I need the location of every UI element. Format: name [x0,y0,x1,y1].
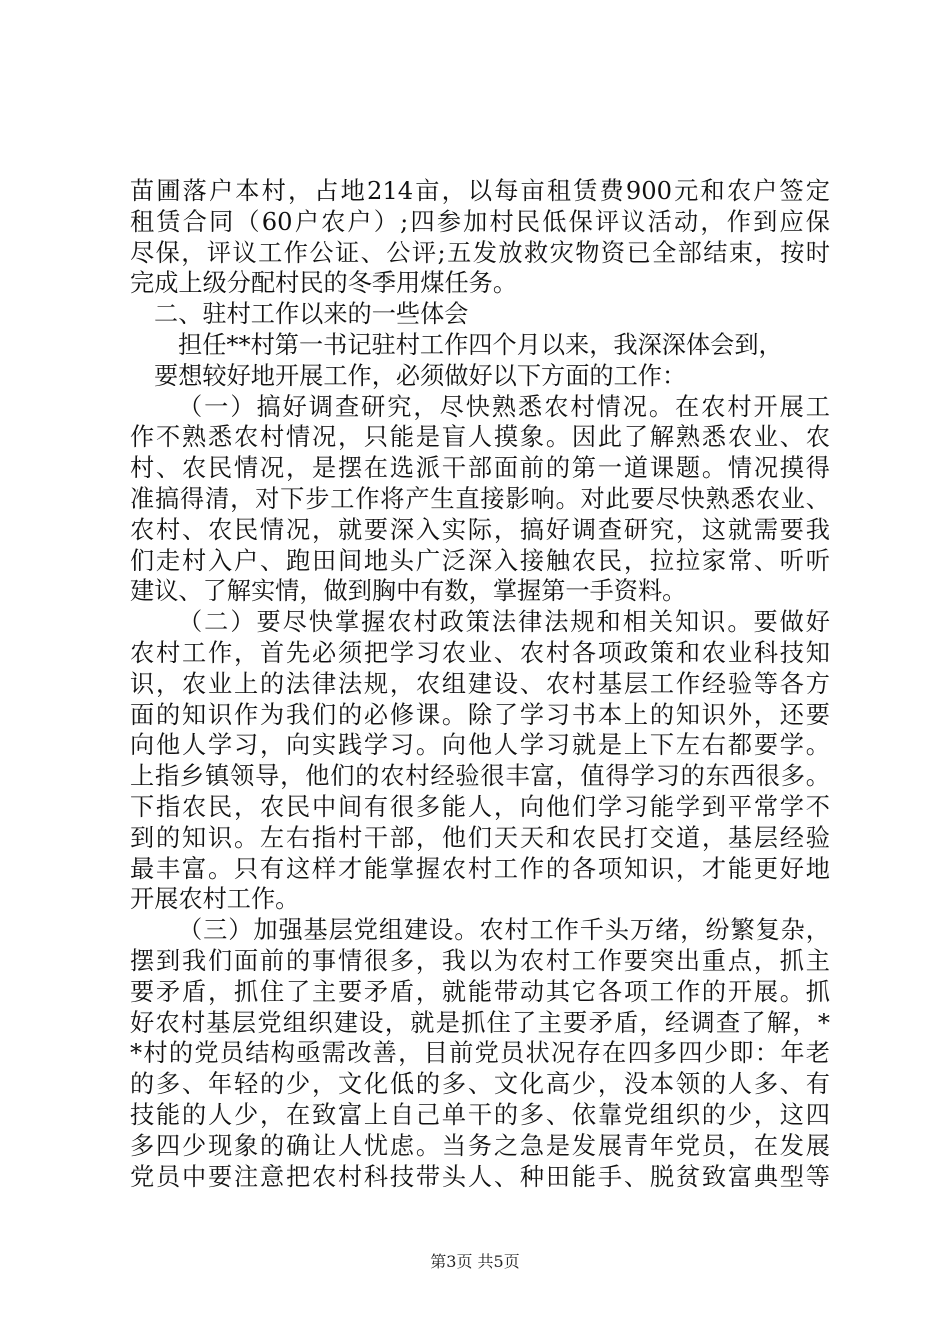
text-line: 村、农民情况，是摆在选派干部面前的第一道课题。情况摸得 [130,454,830,483]
text-line: 完成上级分配村民的冬季用煤任务。 [130,269,518,298]
text-line: 技能的人少，在致富上自己单干的多、依靠党组织的少，这四 [130,1100,830,1129]
text-line: 到的知识。左右指村干部，他们天天和农民打交道，基层经验 [130,823,830,852]
text-line: 开展农村工作。 [130,885,300,914]
text-line: 识，农业上的法律法规，农组建设、农村基层工作经验等各方 [130,669,830,698]
text-line: 农村工作，首先必须把学习农业、农村各项政策和农业科技知 [130,638,830,667]
text-line: 的多、年轻的少，文化低的多、文化高少，没本领的人多、有 [130,1070,830,1099]
text-line: 们走村入户、跑田间地头广泛深入接触农民，拉拉家常、听听 [130,546,830,575]
text-line: 二、驻村工作以来的一些体会 [154,300,469,329]
text-line: （一）搞好调查研究，尽快熟悉农村情况。在农村开展工 [178,392,830,421]
text-line: 要矛盾，抓住了主要矛盾，就能带动其它各项工作的开展。抓 [130,977,830,1006]
text-line: 担任**村第一书记驻村工作四个月以来，我深深体会到， [178,330,783,359]
text-line: 尽保，评议工作公证、公评;五发放救灾物资已全部结束，按时 [130,238,830,267]
text-line: 党员中要注意把农村科技带头人、种田能手、脱贫致富典型等 [130,1162,830,1191]
text-line: 摆到我们面前的事情很多，我以为农村工作要突出重点，抓主 [130,946,830,975]
text-line: 向他人学习，向实践学习。向他人学习就是上下左右都要学。 [130,731,830,760]
text-line: 作不熟悉农村情况，只能是盲人摸象。因此了解熟悉农业、农 [130,423,830,452]
text-line: 最丰富。只有这样才能掌握农村工作的各项知识，才能更好地 [130,854,830,883]
text-line: （三）加强基层党组建设。农村工作千头万绪，纷繁复杂， [178,916,830,945]
text-line: 多四少现象的确让人忧虑。当务之急是发展青年党员，在发展 [130,1131,830,1160]
text-line: 要想较好地开展工作，必须做好以下方面的工作： [154,361,687,390]
text-line: 上指乡镇领导，他们的农村经验很丰富，值得学习的东西很多。 [130,762,830,791]
text-line: 好农村基层党组织建设，就是抓住了主要矛盾，经调查了解，* [130,1008,830,1037]
text-line: 准搞得清，对下步工作将产生直接影响。对此要尽快熟悉农业、 [130,484,830,513]
text-line: 下指农民，农民中间有很多能人，向他们学习能学到平常学不 [130,792,830,821]
text-line: 农村、农民情况，就要深入实际，搞好调查研究，这就需要我 [130,515,830,544]
text-line: 苗圃落户本村，占地214亩，以每亩租赁费900元和农户签定 [130,177,830,205]
text-line: （二）要尽快掌握农村政策法律法规和相关知识。要做好 [178,608,830,637]
text-line: 租赁合同（60户农户）;四参加村民低保评议活动，作到应保 [130,207,830,236]
text-line: 建议、了解实情，做到胸中有数，掌握第一手资料。 [130,577,687,606]
text-line: 面的知识作为我们的必修课。除了学习书本上的知识外，还要 [130,700,830,729]
document-body [130,176,830,1192]
page-footer: 第3页 共5页 [430,1252,520,1271]
text-line: *村的党员结构亟需改善，目前党员状况存在四多四少即：年老 [130,1039,830,1068]
